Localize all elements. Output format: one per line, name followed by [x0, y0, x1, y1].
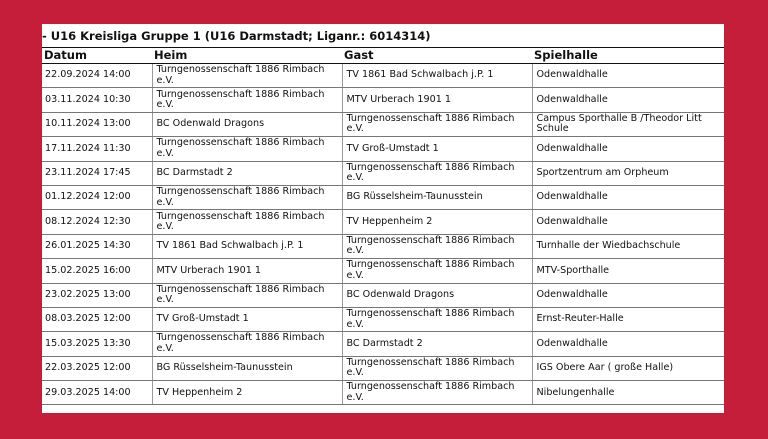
- cell-hall: Nibelungenhalle: [532, 381, 724, 405]
- cell-guest: Turngenossenschaft 1886 Rimbach e.V.: [342, 161, 532, 185]
- league-title: - U16 Kreisliga Gruppe 1 (U16 Darmstadt; Liganr.: 6014314): [42, 29, 431, 43]
- table-row: [42, 259, 724, 283]
- cell-hall: Odenwaldhalle: [532, 64, 724, 88]
- table-header-row: [42, 48, 724, 64]
- cell-date: 10.11.2024 13:00: [42, 112, 152, 136]
- cell-home: MTV Urberach 1901 1: [152, 259, 342, 283]
- cell-guest: TV Groß-Umstadt 1: [342, 137, 532, 161]
- cell-date: 29.03.2025 14:00: [42, 381, 152, 405]
- table-row: [42, 210, 724, 234]
- cell-guest: BC Odenwald Dragons: [342, 283, 532, 307]
- cell-home: BC Darmstadt 2: [152, 161, 342, 185]
- cell-date: 22.09.2024 14:00: [42, 64, 152, 88]
- column-header-date: Datum: [42, 48, 152, 64]
- table-row: [42, 161, 724, 185]
- cell-date: 22.03.2025 12:00: [42, 356, 152, 380]
- table-row: [42, 112, 724, 136]
- cell-guest: MTV Urberach 1901 1: [342, 88, 532, 112]
- cell-home: Turngenossenschaft 1886 Rimbach e.V.: [152, 137, 342, 161]
- column-header-hall: Spielhalle: [532, 48, 724, 64]
- cell-home: TV 1861 Bad Schwalbach j.P. 1: [152, 234, 342, 258]
- table-row: [42, 356, 724, 380]
- column-header-guest: Gast: [342, 48, 532, 64]
- cell-date: 15.03.2025 13:30: [42, 332, 152, 356]
- cell-date: 01.12.2024 12:00: [42, 185, 152, 209]
- cell-hall: Odenwaldhalle: [532, 332, 724, 356]
- table-row: [42, 88, 724, 112]
- cell-guest: Turngenossenschaft 1886 Rimbach e.V.: [342, 381, 532, 405]
- schedule-table: [42, 48, 724, 405]
- cell-hall: Odenwaldhalle: [532, 137, 724, 161]
- cell-hall: Odenwaldhalle: [532, 210, 724, 234]
- cell-home: Turngenossenschaft 1886 Rimbach e.V.: [152, 332, 342, 356]
- cell-home: Turngenossenschaft 1886 Rimbach e.V.: [152, 210, 342, 234]
- cell-guest: TV Heppenheim 2: [342, 210, 532, 234]
- table-row: [42, 185, 724, 209]
- schedule-panel: [42, 24, 724, 413]
- cell-home: Turngenossenschaft 1886 Rimbach e.V.: [152, 185, 342, 209]
- cell-date: 08.12.2024 12:30: [42, 210, 152, 234]
- cell-date: 03.11.2024 10:30: [42, 88, 152, 112]
- cell-date: 26.01.2025 14:30: [42, 234, 152, 258]
- cell-guest: BG Rüsselsheim-Taunusstein: [342, 185, 532, 209]
- cell-guest: TV 1861 Bad Schwalbach j.P. 1: [342, 64, 532, 88]
- cell-guest: Turngenossenschaft 1886 Rimbach e.V.: [342, 356, 532, 380]
- column-header-home: Heim: [152, 48, 342, 64]
- cell-hall: Ernst-Reuter-Halle: [532, 307, 724, 331]
- table-row: [42, 381, 724, 405]
- table-row: [42, 137, 724, 161]
- cell-date: 15.02.2025 16:00: [42, 259, 152, 283]
- cell-hall: Turnhalle der Wiedbachschule: [532, 234, 724, 258]
- cell-hall: MTV-Sporthalle: [532, 259, 724, 283]
- cell-guest: Turngenossenschaft 1886 Rimbach e.V.: [342, 234, 532, 258]
- cell-date: 08.03.2025 12:00: [42, 307, 152, 331]
- cell-home: TV Groß-Umstadt 1: [152, 307, 342, 331]
- cell-hall: Odenwaldhalle: [532, 185, 724, 209]
- cell-hall: IGS Obere Aar ( große Halle): [532, 356, 724, 380]
- cell-date: 23.11.2024 17:45: [42, 161, 152, 185]
- table-row: [42, 332, 724, 356]
- cell-hall: Odenwaldhalle: [532, 283, 724, 307]
- cell-hall: Odenwaldhalle: [532, 88, 724, 112]
- cell-date: 17.11.2024 11:30: [42, 137, 152, 161]
- cell-home: BG Rüsselsheim-Taunusstein: [152, 356, 342, 380]
- cell-hall: Campus Sporthalle B /Theodor Litt Schule: [532, 112, 724, 136]
- cell-date: 23.02.2025 13:00: [42, 283, 152, 307]
- cell-home: Turngenossenschaft 1886 Rimbach e.V.: [152, 88, 342, 112]
- cell-guest: BC Darmstadt 2: [342, 332, 532, 356]
- cell-home: TV Heppenheim 2: [152, 381, 342, 405]
- cell-guest: Turngenossenschaft 1886 Rimbach e.V.: [342, 112, 532, 136]
- cell-guest: Turngenossenschaft 1886 Rimbach e.V.: [342, 259, 532, 283]
- table-row: [42, 307, 724, 331]
- cell-home: BC Odenwald Dragons: [152, 112, 342, 136]
- table-row: [42, 234, 724, 258]
- table-row: [42, 283, 724, 307]
- cell-guest: Turngenossenschaft 1886 Rimbach e.V.: [342, 307, 532, 331]
- cell-home: Turngenossenschaft 1886 Rimbach e.V.: [152, 64, 342, 88]
- cell-home: Turngenossenschaft 1886 Rimbach e.V.: [152, 283, 342, 307]
- table-row: [42, 64, 724, 88]
- cell-hall: Sportzentrum am Orpheum: [532, 161, 724, 185]
